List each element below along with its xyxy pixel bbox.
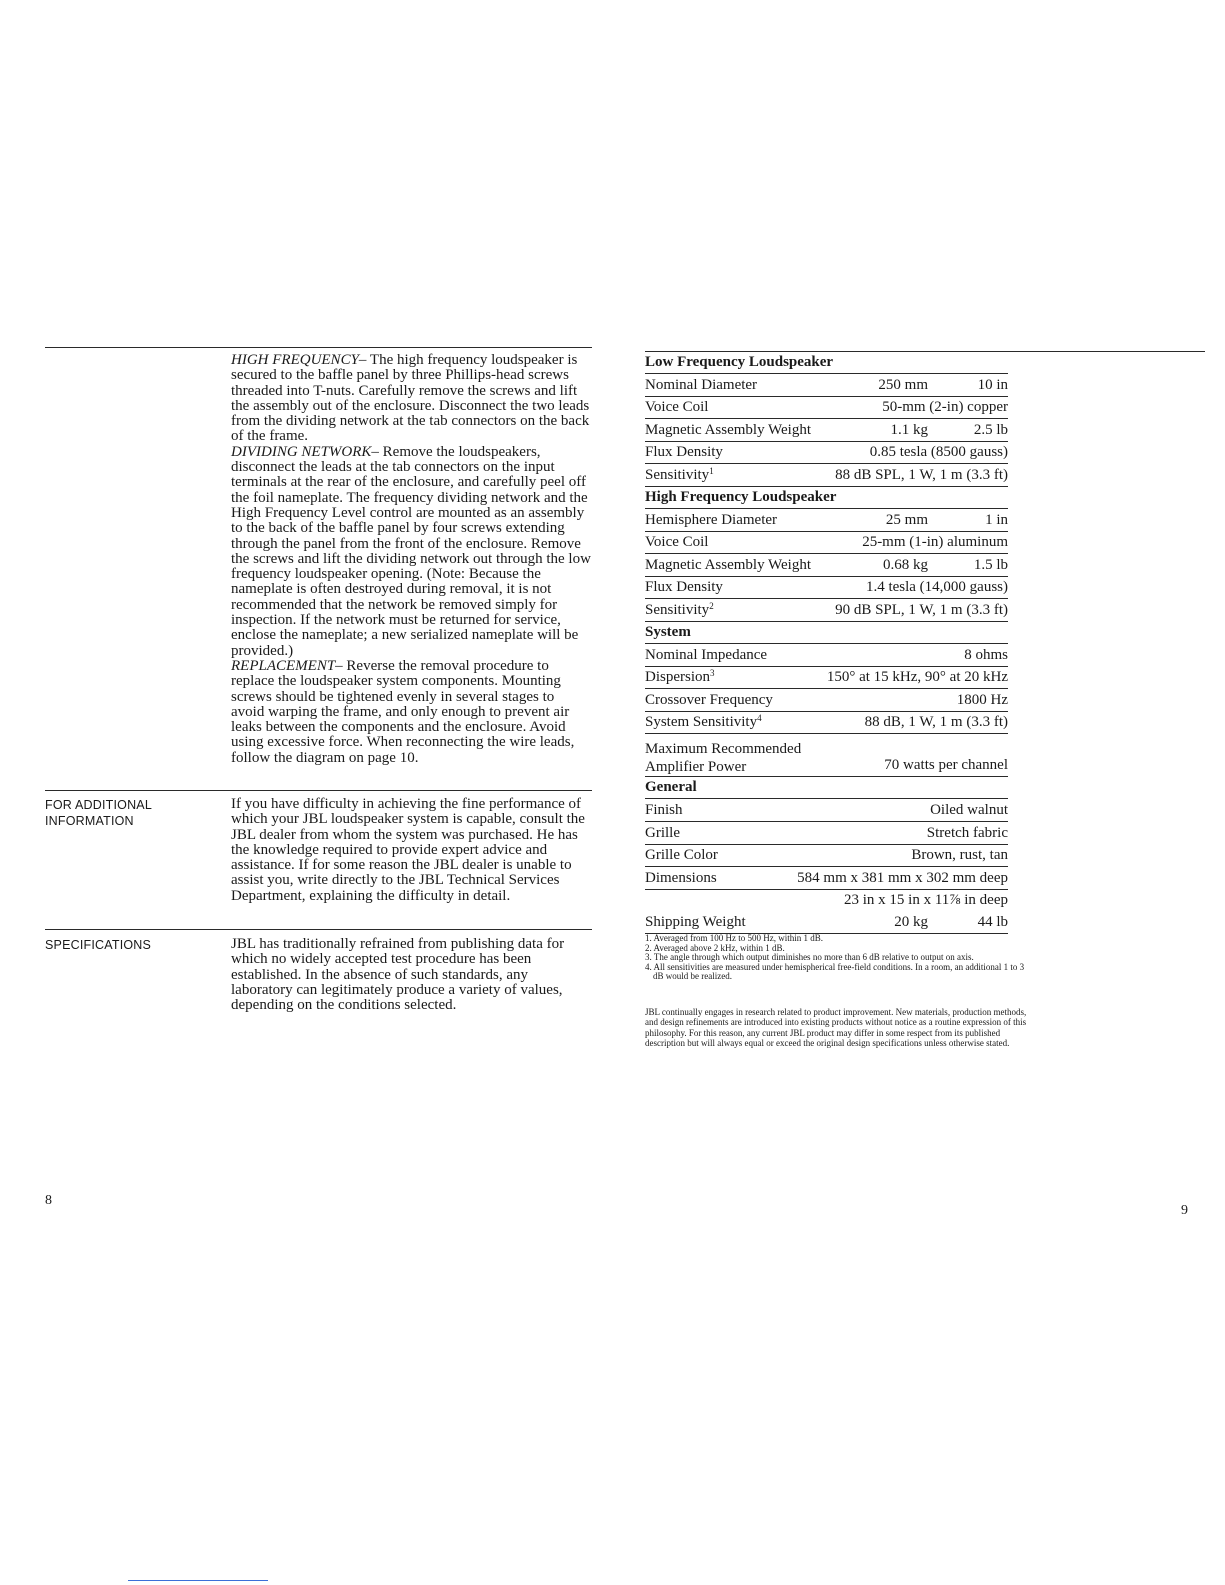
- spec-row: 23 in x 15 in x 11⅞ in deep: [843, 892, 1008, 909]
- specifications-rule: [45, 929, 592, 930]
- system-heading: System: [645, 622, 1008, 644]
- specifications-intro-text: JBL has traditionally refrained from publishing data for which no widely accepted test procedure has been established. In the absence of such standards, any laboratory can legitimately produce a variety of values, depending on the conditions selected.: [231, 936, 565, 1014]
- footnotes: [645, 934, 1025, 982]
- spec-row: Sensitivity$^2$ 90 dB SPL, 1 W, 1 m (3.3 ft): [645, 599, 1008, 622]
- spec-row: Magnetic Assembly Weight 1.1 kg 2.5 lb: [645, 419, 1008, 442]
- high-frequency-paragraph: HIGH FREQUENCY– The high frequency loudspeaker is secured to the baffle panel by three Phillips-head screws threaded into T-nuts. Carefully remove the screws and lift the assembly out of the enclosure. Disconnect the two leads from the dividing network at the tab connectors on the back of the frame.: [231, 352, 590, 445]
- spec-row: System Sensitivity$^4$ 88 dB, 1 W, 1 m (3.3 ft): [645, 712, 1008, 735]
- spec-row: Maximum Recommended Amplifier Power 70 watts per channel: [645, 734, 1008, 777]
- footnote: 1. Averaged from 100 Hz to 500 Hz, within 1 dB.: [645, 933, 824, 943]
- low-frequency-heading: Low Frequency Loudspeaker: [645, 352, 1008, 374]
- spec-row: Voice Coil 25-mm (1-in) aluminum: [645, 532, 1008, 555]
- spec-row: Hemisphere Diameter 25 mm 1 in: [645, 509, 1008, 532]
- spec-row: Grille Color Brown, rust, tan: [645, 845, 1008, 868]
- general-heading: General: [645, 777, 1008, 799]
- page-number-right: 9: [1181, 1203, 1188, 1218]
- scan-edge-line: [128, 1580, 268, 1581]
- spec-row: Finish Oiled walnut: [645, 799, 1008, 822]
- spec-row: Magnetic Assembly Weight 0.68 kg 1.5 lb: [645, 554, 1008, 577]
- disclaimer-text: JBL continually engages in research related to product improvement. New materials, production methods, and design refinements are introduced into existing products without notice as a routine expression of this philosophy. For this reason, any current JBL product may differ in some respect from its published description but will always equal or exceed the original design specifications unless otherwise stated.: [645, 1007, 1027, 1048]
- additional-info-text: If you have difficulty in achieving the fine performance of which your JBL loudspeaker system is capable, consult the JBL dealer from whom the system was purchased. He has the knowledge required to provide expert advice and assistance. If for some reason the JBL dealer is unable to assist you, write directly to the JBL Technical Services Department, explaining the difficulty in detail.: [231, 796, 585, 904]
- footnote: 4. All sensitivities are measured under hemispherical free-field conditions. In a room, an additional 1 to 3 dB would be realized.: [645, 961, 1025, 982]
- spec-row: Dispersion$^3$ 150° at 15 kHz, 90° at 20 kHz: [645, 667, 1008, 690]
- page-number-left: 8: [45, 1193, 52, 1208]
- dividing-network-paragraph: DIVIDING NETWORK– Remove the loudspeakers, disconnect the leads at the tab connectors on the input terminals at the rear of the enclosure, and carefully peel off the foil nameplate. The frequency dividing network and the High Frequency Level control are mounted as an assembly to the back of the baffle panel by four screws extending through the panel from the front of the enclosure. Remove the screws and lift the dividing network out through the low frequency loudspeaker opening. (Note: Because the nameplate is often destroyed during removal, it is not recommended that the network be removed simply for inspection. If the network must be returned for service, enclose the nameplate; a new serialized nameplate will be provided.): [231, 443, 591, 659]
- spec-row: Flux Density 1.4 tesla (14,000 gauss): [645, 577, 1008, 600]
- footnote: 2. Averaged above 2 kHz, within 1 dB.: [645, 942, 785, 953]
- top-rule-left: [45, 347, 592, 348]
- spec-row: Dimensions 584 mm x 381 mm x 302 mm deep: [645, 867, 1008, 890]
- replacement-paragraph: REPLACEMENT– Reverse the removal procedure to replace the loudspeaker system components. Mounting screws should be tightened evenly in several stages to avoid warping the frame, and only enough to prevent air leaks between the components and the enclosure. Avoid using excessive force. When reconnecting the wire leads, follow the diagram on page 10.: [231, 657, 575, 766]
- spec-row: Grille Stretch fabric: [645, 822, 1008, 845]
- spec-row: Flux Density 0.85 tesla (8500 gauss): [645, 442, 1008, 465]
- spec-row: Sensitivity$^1$ 88 dB SPL, 1 W, 1 m (3.3 ft): [645, 464, 1008, 487]
- spec-row: Crossover Frequency 1800 Hz: [645, 689, 1008, 712]
- footnote: 3. The angle through which output diminishes no more than 6 dB relative to output on axis.: [645, 952, 974, 963]
- additional-info-label: FOR ADDITIONAL INFORMATION: [45, 798, 152, 828]
- specifications-label: SPECIFICATIONS: [45, 938, 152, 952]
- spec-row: Nominal Impedance 8 ohms: [645, 644, 1008, 667]
- high-frequency-heading: High Frequency Loudspeaker: [645, 487, 1008, 509]
- spec-table: [645, 352, 1008, 934]
- spec-row: Shipping Weight 20 kg 44 lb: [645, 911, 1008, 934]
- additional-info-rule: [45, 790, 592, 791]
- spec-row: Voice Coil 50-mm (2-in) copper: [645, 397, 1008, 420]
- spec-row: Nominal Diameter 250 mm 10 in: [645, 374, 1008, 397]
- disassembly-text: [231, 353, 591, 766]
